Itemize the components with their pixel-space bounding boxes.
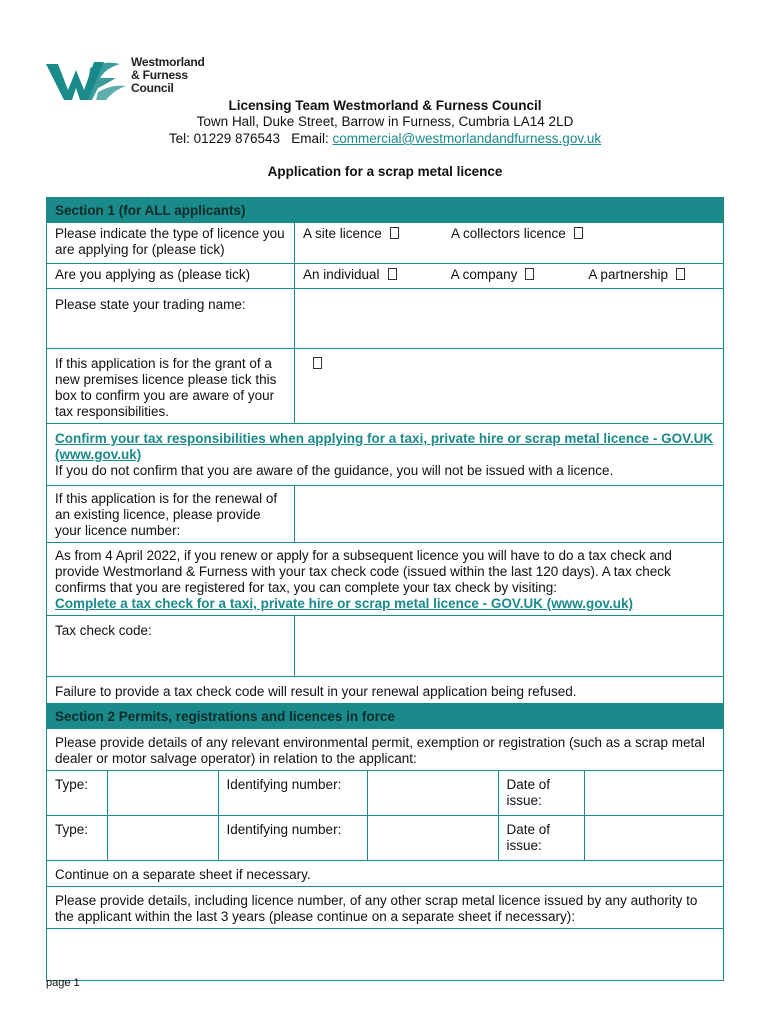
partnership-option[interactable] bbox=[588, 267, 685, 283]
tax-check-info-cell bbox=[47, 543, 724, 616]
partnership-label: A partnership bbox=[588, 267, 668, 282]
trading-name-field[interactable] bbox=[295, 289, 724, 349]
site-licence-checkbox[interactable] bbox=[390, 227, 399, 239]
grant-confirm-label: If this application is for the grant of a new premises licence please tick this box to confirm you are aware of your tax responsibilities. bbox=[47, 349, 295, 424]
applying-as-options bbox=[295, 264, 724, 289]
tax-check-code-label: Tax check code: bbox=[47, 616, 295, 677]
permit-row-1-grid bbox=[47, 771, 723, 815]
collectors-licence-label: A collectors licence bbox=[451, 226, 566, 241]
permit-date-field[interactable] bbox=[584, 816, 723, 860]
page-number: page 1 bbox=[46, 977, 80, 989]
partnership-checkbox[interactable] bbox=[676, 268, 685, 280]
team-heading: Licensing Team Westmorland & Furness Council bbox=[228, 98, 542, 113]
section2-heading: Section 2 Permits, registrations and licences in force bbox=[47, 704, 724, 729]
trading-name-label: Please state your trading name: bbox=[47, 289, 295, 349]
permit-type-label: Type: bbox=[47, 771, 107, 815]
licence-type-options bbox=[295, 223, 724, 264]
council-name-line3: Council bbox=[131, 81, 174, 95]
failure-note: Failure to provide a tax check code will result in your renewal application being refused. bbox=[47, 677, 724, 704]
permit-date-label: Date of issue: bbox=[498, 816, 584, 860]
tax-check-code-field[interactable] bbox=[295, 616, 724, 677]
applying-as-label: Are you applying as (please tick) bbox=[47, 264, 295, 289]
permits-intro: Please provide details of any relevant environmental permit, exemption or registration (such as a scrap metal dealer or motor salvage operator) in relation to the applicant: bbox=[47, 729, 724, 771]
application-form bbox=[46, 197, 724, 981]
permit-type-label: Type: bbox=[47, 816, 107, 860]
permit-row-1 bbox=[47, 771, 724, 816]
individual-option[interactable] bbox=[303, 267, 397, 283]
site-licence-label: A site licence bbox=[303, 226, 382, 241]
individual-checkbox[interactable] bbox=[388, 268, 397, 280]
permit-row-2-grid bbox=[47, 816, 723, 860]
permit-id-field[interactable] bbox=[367, 816, 498, 860]
permit-type-field[interactable] bbox=[107, 771, 218, 815]
permit-id-label: Identifying number: bbox=[218, 816, 367, 860]
tax-guidance-cell bbox=[47, 424, 724, 486]
permit-id-label: Identifying number: bbox=[218, 771, 367, 815]
permit-row-2 bbox=[47, 816, 724, 861]
tax-check-info-text: As from 4 April 2022, if you renew or apply for a subsequent licence you will have to do a tax check and provide Westmorland & Furness with your tax check code (issued within the last 120 days). A tax check confirms that you are registered for tax, you can complete your tax check by visiting: bbox=[55, 548, 672, 595]
collectors-licence-option[interactable] bbox=[451, 226, 583, 242]
council-name-line1: Westmorland bbox=[131, 55, 205, 69]
permit-date-label: Date of issue: bbox=[498, 771, 584, 815]
renewal-label: If this application is for the renewal of an existing licence, please provide your licence number: bbox=[47, 486, 295, 543]
company-label: A company bbox=[450, 267, 518, 282]
council-name-line2: & Furness bbox=[131, 68, 188, 82]
site-licence-option[interactable] bbox=[303, 226, 451, 242]
collectors-licence-checkbox[interactable] bbox=[574, 227, 583, 239]
tel-text: Tel: 01229 876543 Email: bbox=[168, 131, 333, 146]
other-licence-field[interactable] bbox=[47, 929, 724, 981]
council-name bbox=[131, 56, 205, 95]
other-licence-label: Please provide details, including licence number, of any other scrap metal licence issued by any authority to the applicant within the last 3 years (please continue on a separate sheet if necessary): bbox=[47, 887, 724, 929]
address-line: Town Hall, Duke Street, Barrow in Furness, Cumbria LA14 2LD bbox=[196, 114, 574, 129]
company-option[interactable] bbox=[451, 267, 535, 283]
licence-type-label: Please indicate the type of licence you are applying for (please tick) bbox=[47, 223, 295, 264]
contact-line bbox=[0, 131, 770, 146]
continue-note: Continue on a separate sheet if necessary. bbox=[47, 861, 724, 887]
grant-confirm-checkbox[interactable] bbox=[313, 357, 322, 369]
tax-check-link[interactable]: Complete a tax check for a taxi, private hire or scrap metal licence - GOV.UK (www.gov.uk) bbox=[55, 596, 633, 611]
permit-type-field[interactable] bbox=[107, 816, 218, 860]
tax-responsibilities-link[interactable]: Confirm your tax responsibilities when applying for a taxi, private hire or scrap metal licence - GOV.UK (www.gov.uk) bbox=[55, 431, 714, 462]
grant-confirm-cell bbox=[295, 349, 724, 424]
email-link[interactable]: commercial@westmorlandandfurness.gov.uk bbox=[332, 131, 602, 146]
individual-label: An individual bbox=[303, 267, 380, 282]
section1-heading: Section 1 (for ALL applicants) bbox=[47, 198, 724, 223]
form-title: Application for a scrap metal licence bbox=[267, 164, 503, 179]
permit-id-field[interactable] bbox=[367, 771, 498, 815]
tax-warning-text: If you do not confirm that you are aware of the guidance, you will not be issued with a licence. bbox=[55, 463, 614, 478]
licence-number-field[interactable] bbox=[295, 486, 724, 543]
company-checkbox[interactable] bbox=[525, 268, 534, 280]
permit-date-field[interactable] bbox=[584, 771, 723, 815]
